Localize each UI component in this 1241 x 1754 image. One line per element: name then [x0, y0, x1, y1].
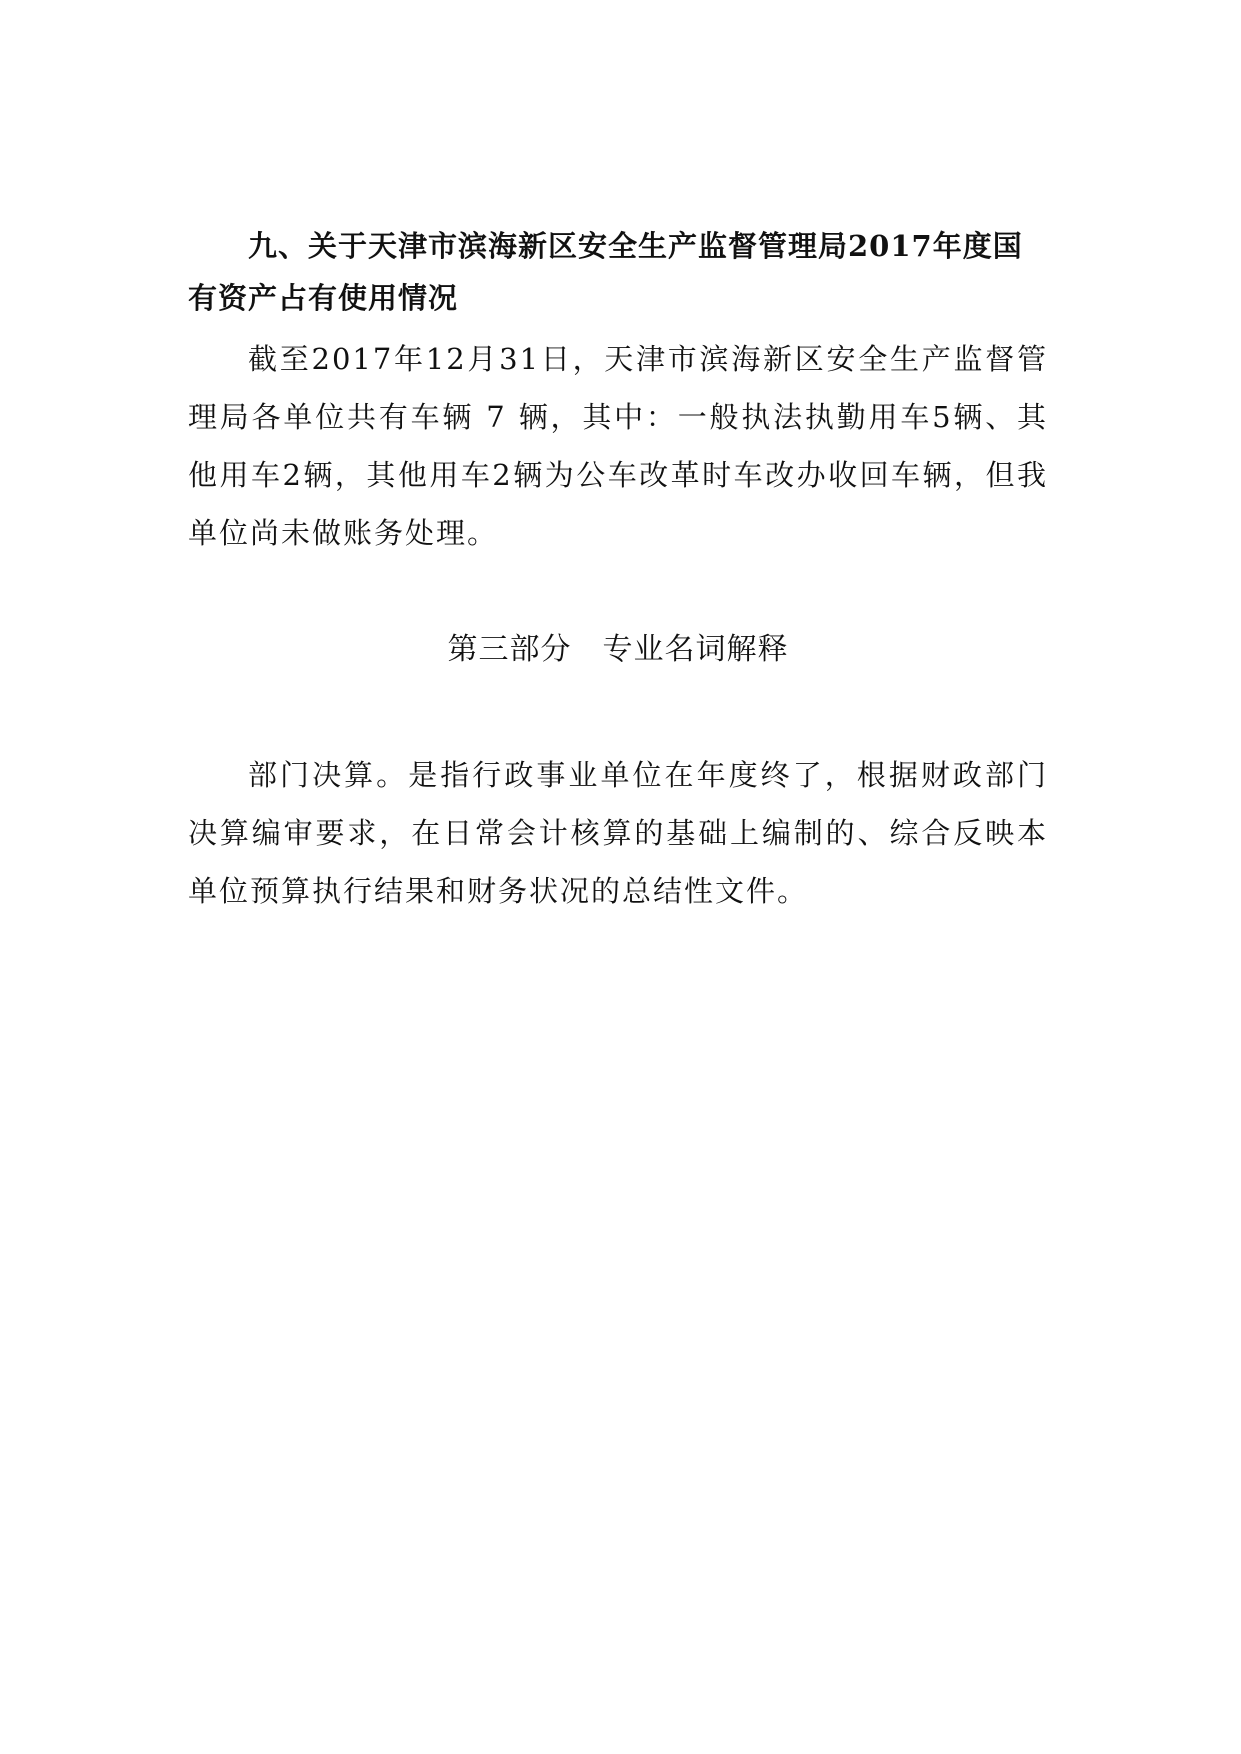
- page-content: [188, 220, 1048, 920]
- definition-paragraph: 部门决算。是指行政事业单位在年度终了，根据财政部门决算编审要求，在日常会计核算的基础上编制的、综合反映本单位预算执行结果和财务状况的总结性文件。: [188, 758, 1048, 908]
- part-title: 第三部分 专业名词解释: [447, 632, 789, 667]
- vehicle-paragraph: 截至2017年12月31日，天津市滨海新区安全生产监督管理局各单位共有车辆 7 辆，其中：一般执法执勤用车5辆、其他用车2辆，其他用车2辆为公车改革时车改办收回车辆，但我单位尚未做账务处理。: [188, 342, 1048, 550]
- section-heading: 九、关于天津市滨海新区安全生产监督管理局2017年度国有资产占有使用情况: [188, 229, 1023, 315]
